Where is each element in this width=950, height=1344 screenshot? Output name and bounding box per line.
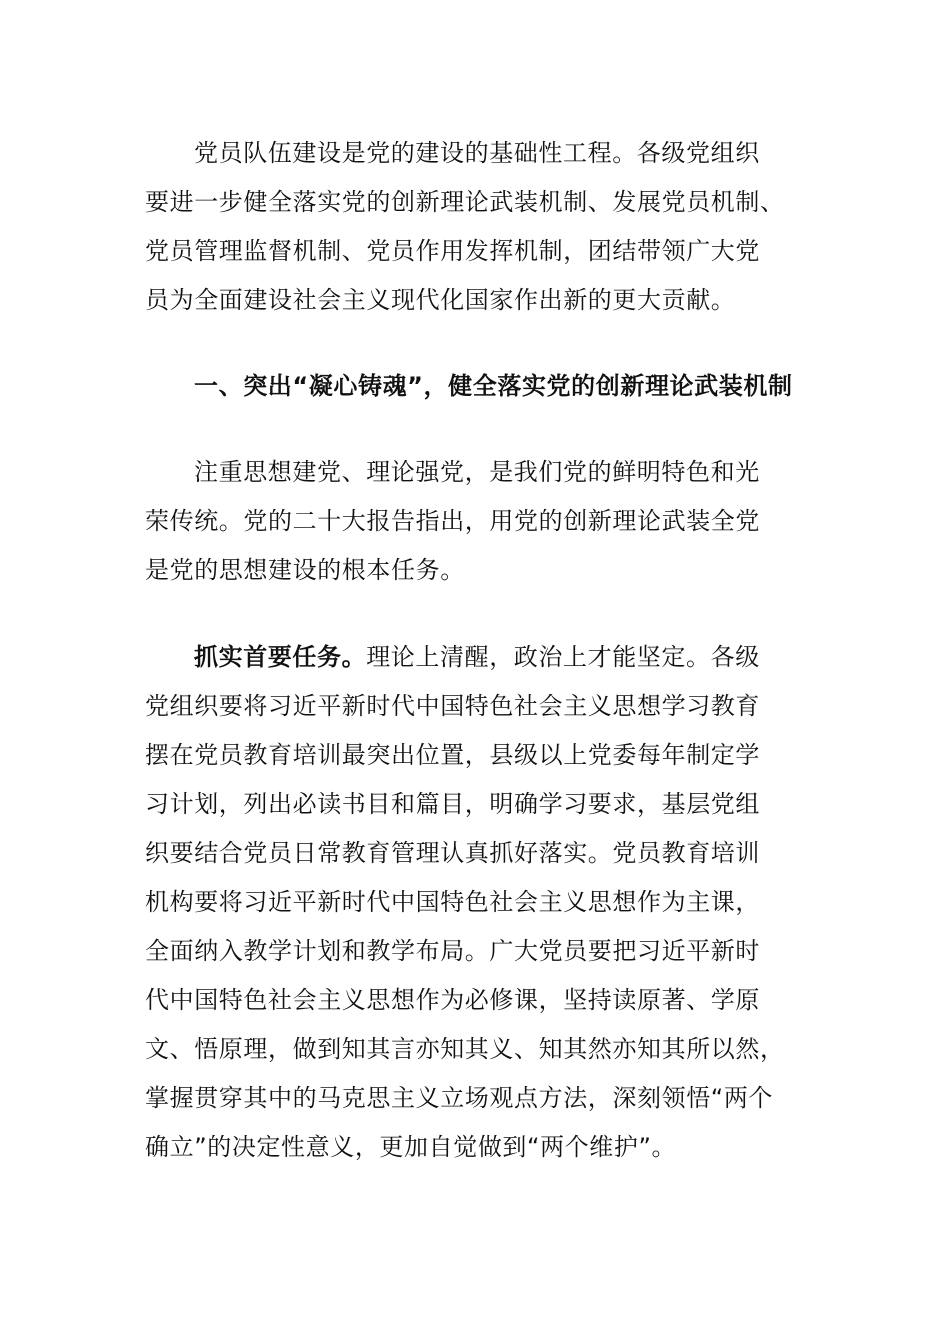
paragraph-3-line-8: 代中国特色社会主义思想作为必修课，坚持读原著、学原 [145,986,760,1014]
paragraph-3-line-4: 习计划，列出必读书目和篇目，明确学习要求，基层党组 [145,790,760,818]
paragraph-1-line-1: 党员队伍建设是党的建设的基础性工程。各级党组织 [194,139,760,167]
paragraph-3-line-11: 确立”的决定性意义，更加自觉做到“两个维护”。 [145,1133,677,1161]
paragraph-3-line-2: 党组织要将习近平新时代中国特色社会主义思想学习教育 [145,692,760,720]
paragraph-3-first-line-text: 理论上清醒，政治上才能坚定。各级 [366,643,760,671]
paragraph-3-line-9: 文、悟原理，做到知其言亦知其义、知其然亦知其所以然， [145,1035,785,1063]
paragraph-1-line-2: 要进一步健全落实党的创新理论武装机制、发展党员机制、 [145,188,785,216]
paragraph-3-lead: 抓实首要任务。 [194,643,367,671]
paragraph-3-line-5: 织要结合党员日常教育管理认真抓好落实。党员教育培训 [145,839,760,867]
section-heading: 一、突出“凝心铸魂”，健全落实党的创新理论武装机制 [194,372,793,400]
paragraph-2-line-3: 是党的思想建设的根本任务。 [145,556,465,584]
paragraph-1-line-4: 员为全面建设社会主义现代化国家作出新的更大贡献。 [145,286,736,314]
paragraph-3-line-6: 机构要将习近平新时代中国特色社会主义思想作为主课， [145,888,760,916]
paragraph-1-line-3: 党员管理监督机制、党员作用发挥机制，团结带领广大党 [145,237,760,265]
paragraph-3-line-3: 摆在党员教育培训最突出位置，县级以上党委每年制定学 [145,741,760,769]
paragraph-2-line-1: 注重思想建党、理论强党，是我们党的鲜明特色和光 [194,458,760,486]
paragraph-2-line-2: 荣传统。党的二十大报告指出，用党的创新理论武装全党 [145,507,760,535]
paragraph-3-line-1 [194,637,760,677]
paragraph-3-line-7: 全面纳入教学计划和教学布局。广大党员要把习近平新时 [145,937,760,965]
paragraph-3-line-10: 掌握贯穿其中的马克思主义立场观点方法，深刻领悟“两个 [145,1084,774,1112]
